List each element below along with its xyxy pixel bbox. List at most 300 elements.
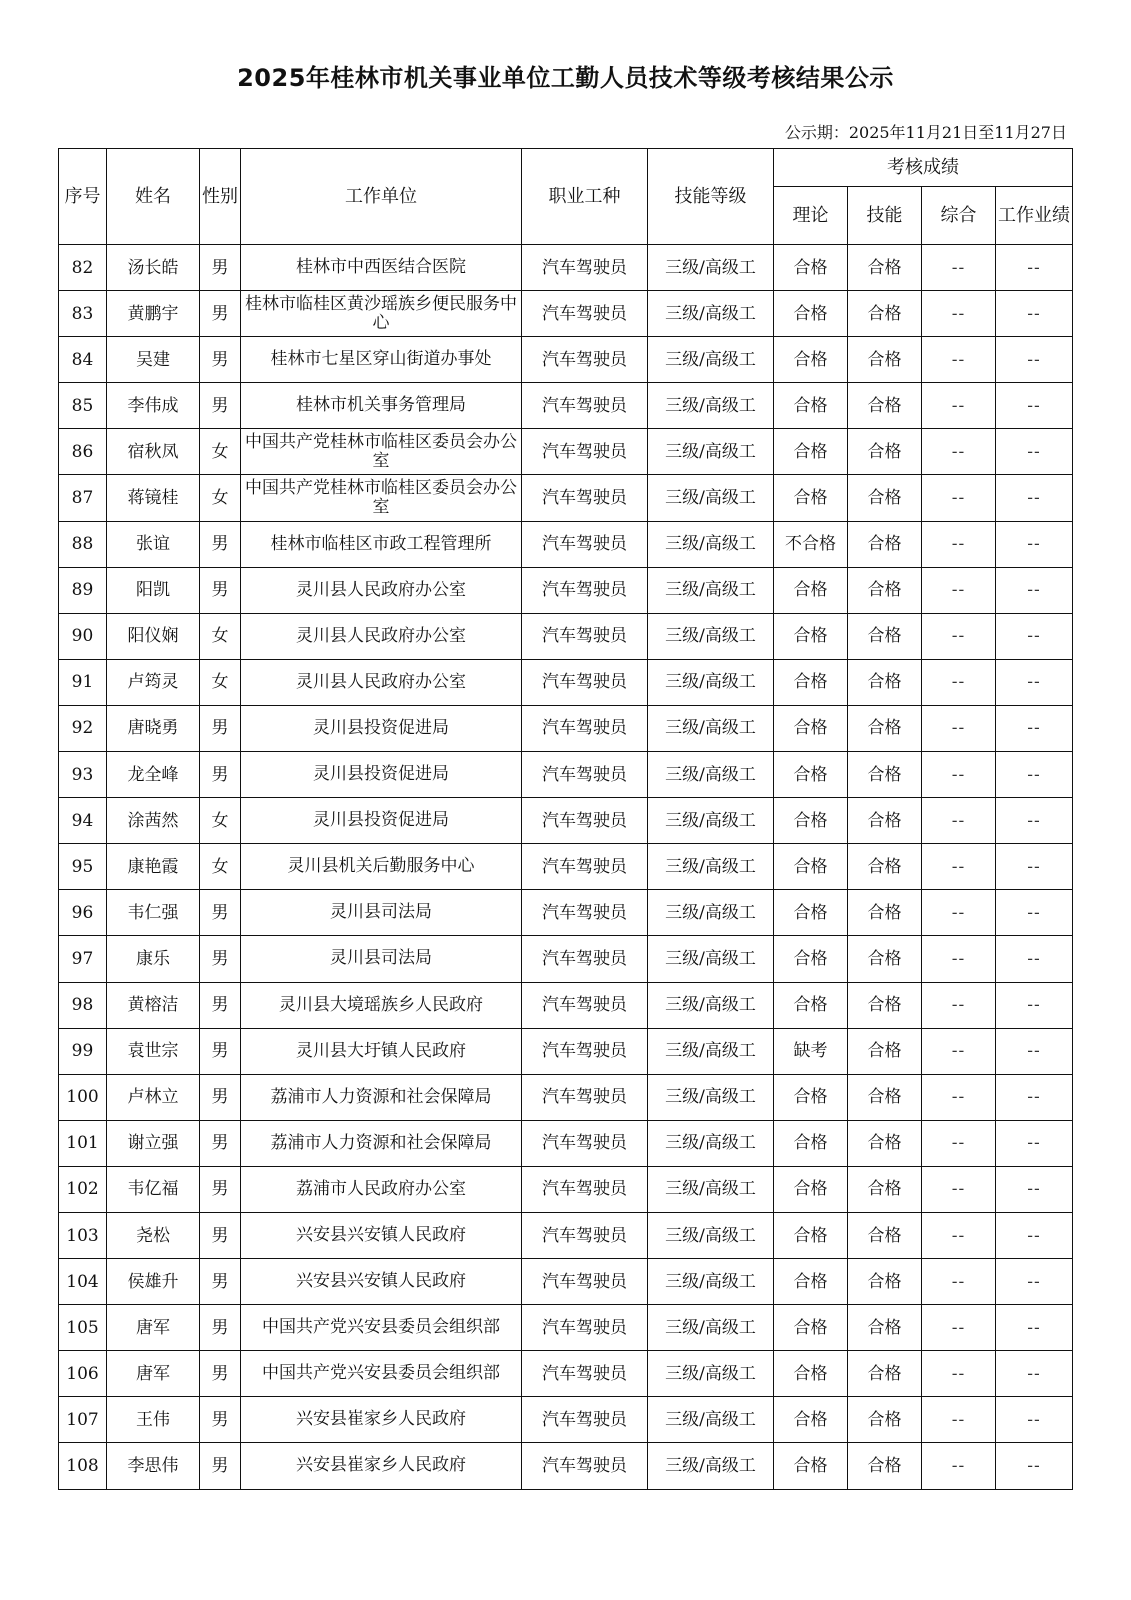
cell-gender: 男 bbox=[200, 752, 241, 798]
cell-name: 阳凯 bbox=[107, 567, 200, 613]
cell-comprehensive: -- bbox=[922, 291, 996, 337]
table-row bbox=[59, 1259, 1073, 1305]
cell-theory: 合格 bbox=[774, 1305, 848, 1351]
table-row bbox=[59, 521, 1073, 567]
cell-gender: 女 bbox=[200, 429, 241, 475]
cell-name: 李伟成 bbox=[107, 383, 200, 429]
cell-gender: 男 bbox=[200, 1074, 241, 1120]
cell-level: 三级/高级工 bbox=[648, 613, 774, 659]
cell-skill: 合格 bbox=[848, 567, 922, 613]
cell-name: 阳仪娴 bbox=[107, 613, 200, 659]
cell-performance: -- bbox=[996, 1305, 1073, 1351]
cell-unit: 灵川县投资促进局 bbox=[241, 705, 522, 751]
cell-performance: -- bbox=[996, 613, 1073, 659]
cell-no: 92 bbox=[59, 705, 107, 751]
cell-name: 唐晓勇 bbox=[107, 705, 200, 751]
cell-theory: 合格 bbox=[774, 1443, 848, 1489]
results-table bbox=[58, 148, 1073, 1490]
cell-level: 三级/高级工 bbox=[648, 337, 774, 383]
table-row bbox=[59, 429, 1073, 475]
cell-job: 汽车驾驶员 bbox=[522, 1028, 648, 1074]
cell-performance: -- bbox=[996, 1166, 1073, 1212]
cell-performance: -- bbox=[996, 1120, 1073, 1166]
cell-no: 91 bbox=[59, 659, 107, 705]
header-job: 职业工种 bbox=[522, 149, 648, 245]
cell-skill: 合格 bbox=[848, 1397, 922, 1443]
cell-no: 85 bbox=[59, 383, 107, 429]
cell-skill: 合格 bbox=[848, 613, 922, 659]
cell-theory: 不合格 bbox=[774, 521, 848, 567]
cell-name: 康艳霞 bbox=[107, 844, 200, 890]
cell-gender: 男 bbox=[200, 521, 241, 567]
cell-performance: -- bbox=[996, 844, 1073, 890]
cell-theory: 合格 bbox=[774, 1397, 848, 1443]
table-row bbox=[59, 659, 1073, 705]
cell-level: 三级/高级工 bbox=[648, 1397, 774, 1443]
cell-theory: 合格 bbox=[774, 567, 848, 613]
table-row bbox=[59, 245, 1073, 291]
cell-comprehensive: -- bbox=[922, 936, 996, 982]
cell-comprehensive: -- bbox=[922, 844, 996, 890]
cell-skill: 合格 bbox=[848, 659, 922, 705]
cell-comprehensive: -- bbox=[922, 245, 996, 291]
cell-job: 汽车驾驶员 bbox=[522, 844, 648, 890]
cell-level: 三级/高级工 bbox=[648, 936, 774, 982]
cell-job: 汽车驾驶员 bbox=[522, 982, 648, 1028]
cell-level: 三级/高级工 bbox=[648, 1212, 774, 1258]
cell-level: 三级/高级工 bbox=[648, 705, 774, 751]
cell-job: 汽车驾驶员 bbox=[522, 383, 648, 429]
cell-no: 98 bbox=[59, 982, 107, 1028]
cell-job: 汽车驾驶员 bbox=[522, 798, 648, 844]
cell-skill: 合格 bbox=[848, 844, 922, 890]
cell-unit: 兴安县兴安镇人民政府 bbox=[241, 1259, 522, 1305]
cell-no: 104 bbox=[59, 1259, 107, 1305]
table-row bbox=[59, 1028, 1073, 1074]
cell-theory: 合格 bbox=[774, 1166, 848, 1212]
cell-performance: -- bbox=[996, 1074, 1073, 1120]
cell-gender: 男 bbox=[200, 982, 241, 1028]
table-row bbox=[59, 844, 1073, 890]
publicity-period: 公示期：2025年11月21日至11月27日 bbox=[784, 123, 1067, 142]
cell-no: 88 bbox=[59, 521, 107, 567]
cell-performance: -- bbox=[996, 1397, 1073, 1443]
cell-comprehensive: -- bbox=[922, 429, 996, 475]
cell-job: 汽车驾驶员 bbox=[522, 1305, 648, 1351]
cell-comprehensive: -- bbox=[922, 752, 996, 798]
cell-level: 三级/高级工 bbox=[648, 752, 774, 798]
cell-skill: 合格 bbox=[848, 1259, 922, 1305]
header-unit: 工作单位 bbox=[241, 149, 522, 245]
cell-no: 99 bbox=[59, 1028, 107, 1074]
cell-gender: 男 bbox=[200, 1028, 241, 1074]
cell-name: 韦仁强 bbox=[107, 890, 200, 936]
cell-gender: 男 bbox=[200, 1120, 241, 1166]
cell-unit: 兴安县崔家乡人民政府 bbox=[241, 1443, 522, 1489]
cell-skill: 合格 bbox=[848, 1120, 922, 1166]
cell-theory: 缺考 bbox=[774, 1028, 848, 1074]
cell-theory: 合格 bbox=[774, 613, 848, 659]
cell-skill: 合格 bbox=[848, 337, 922, 383]
cell-comprehensive: -- bbox=[922, 1166, 996, 1212]
cell-name: 蒋镜桂 bbox=[107, 475, 200, 521]
header-gender: 性别 bbox=[200, 149, 241, 245]
header-name: 姓名 bbox=[107, 149, 200, 245]
header-row-1 bbox=[59, 149, 1073, 187]
cell-job: 汽车驾驶员 bbox=[522, 1120, 648, 1166]
cell-unit: 灵川县司法局 bbox=[241, 936, 522, 982]
cell-performance: -- bbox=[996, 1259, 1073, 1305]
cell-comprehensive: -- bbox=[922, 1074, 996, 1120]
cell-level: 三级/高级工 bbox=[648, 1259, 774, 1305]
cell-name: 侯雄升 bbox=[107, 1259, 200, 1305]
cell-skill: 合格 bbox=[848, 890, 922, 936]
cell-comprehensive: -- bbox=[922, 337, 996, 383]
cell-no: 96 bbox=[59, 890, 107, 936]
cell-unit: 灵川县大圩镇人民政府 bbox=[241, 1028, 522, 1074]
cell-skill: 合格 bbox=[848, 521, 922, 567]
cell-name: 黄鹏宇 bbox=[107, 291, 200, 337]
cell-level: 三级/高级工 bbox=[648, 1028, 774, 1074]
cell-unit: 兴安县兴安镇人民政府 bbox=[241, 1212, 522, 1258]
cell-comprehensive: -- bbox=[922, 613, 996, 659]
cell-gender: 男 bbox=[200, 567, 241, 613]
cell-gender: 男 bbox=[200, 1305, 241, 1351]
table-row bbox=[59, 337, 1073, 383]
cell-theory: 合格 bbox=[774, 798, 848, 844]
cell-name: 谢立强 bbox=[107, 1120, 200, 1166]
cell-performance: -- bbox=[996, 1443, 1073, 1489]
table-row bbox=[59, 1120, 1073, 1166]
cell-theory: 合格 bbox=[774, 982, 848, 1028]
header-performance: 工作业绩 bbox=[996, 187, 1073, 245]
cell-theory: 合格 bbox=[774, 475, 848, 521]
cell-comprehensive: -- bbox=[922, 1259, 996, 1305]
cell-unit: 灵川县人民政府办公室 bbox=[241, 613, 522, 659]
cell-level: 三级/高级工 bbox=[648, 1305, 774, 1351]
cell-theory: 合格 bbox=[774, 1212, 848, 1258]
cell-name: 唐军 bbox=[107, 1305, 200, 1351]
cell-theory: 合格 bbox=[774, 1074, 848, 1120]
cell-level: 三级/高级工 bbox=[648, 798, 774, 844]
cell-comprehensive: -- bbox=[922, 1120, 996, 1166]
table-row bbox=[59, 1351, 1073, 1397]
table-row bbox=[59, 567, 1073, 613]
cell-level: 三级/高级工 bbox=[648, 890, 774, 936]
cell-skill: 合格 bbox=[848, 1028, 922, 1074]
cell-skill: 合格 bbox=[848, 245, 922, 291]
cell-skill: 合格 bbox=[848, 291, 922, 337]
cell-skill: 合格 bbox=[848, 1166, 922, 1212]
cell-name: 卢林立 bbox=[107, 1074, 200, 1120]
cell-no: 93 bbox=[59, 752, 107, 798]
cell-unit: 中国共产党桂林市临桂区委员会办公室 bbox=[241, 429, 522, 475]
cell-job: 汽车驾驶员 bbox=[522, 1166, 648, 1212]
cell-theory: 合格 bbox=[774, 890, 848, 936]
cell-comprehensive: -- bbox=[922, 521, 996, 567]
cell-no: 103 bbox=[59, 1212, 107, 1258]
cell-performance: -- bbox=[996, 245, 1073, 291]
cell-job: 汽车驾驶员 bbox=[522, 567, 648, 613]
cell-no: 82 bbox=[59, 245, 107, 291]
cell-comprehensive: -- bbox=[922, 890, 996, 936]
cell-name: 涂茜然 bbox=[107, 798, 200, 844]
cell-level: 三级/高级工 bbox=[648, 1074, 774, 1120]
header-results: 考核成绩 bbox=[774, 149, 1073, 187]
cell-comprehensive: -- bbox=[922, 982, 996, 1028]
cell-unit: 灵川县投资促进局 bbox=[241, 752, 522, 798]
cell-skill: 合格 bbox=[848, 982, 922, 1028]
cell-unit: 桂林市临桂区市政工程管理所 bbox=[241, 521, 522, 567]
cell-no: 83 bbox=[59, 291, 107, 337]
cell-comprehensive: -- bbox=[922, 567, 996, 613]
cell-no: 89 bbox=[59, 567, 107, 613]
table-row bbox=[59, 1166, 1073, 1212]
cell-comprehensive: -- bbox=[922, 475, 996, 521]
cell-theory: 合格 bbox=[774, 659, 848, 705]
cell-level: 三级/高级工 bbox=[648, 383, 774, 429]
table-row bbox=[59, 383, 1073, 429]
cell-unit: 桂林市机关事务管理局 bbox=[241, 383, 522, 429]
cell-gender: 女 bbox=[200, 844, 241, 890]
header-level: 技能等级 bbox=[648, 149, 774, 245]
cell-comprehensive: -- bbox=[922, 1212, 996, 1258]
cell-performance: -- bbox=[996, 705, 1073, 751]
header-no: 序号 bbox=[59, 149, 107, 245]
cell-level: 三级/高级工 bbox=[648, 567, 774, 613]
cell-level: 三级/高级工 bbox=[648, 1351, 774, 1397]
cell-performance: -- bbox=[996, 1028, 1073, 1074]
cell-unit: 桂林市七星区穿山街道办事处 bbox=[241, 337, 522, 383]
cell-job: 汽车驾驶员 bbox=[522, 291, 648, 337]
cell-no: 102 bbox=[59, 1166, 107, 1212]
cell-skill: 合格 bbox=[848, 429, 922, 475]
cell-name: 宿秋凤 bbox=[107, 429, 200, 475]
cell-gender: 男 bbox=[200, 383, 241, 429]
cell-name: 张谊 bbox=[107, 521, 200, 567]
cell-theory: 合格 bbox=[774, 936, 848, 982]
cell-performance: -- bbox=[996, 982, 1073, 1028]
cell-performance: -- bbox=[996, 1351, 1073, 1397]
cell-name: 尧松 bbox=[107, 1212, 200, 1258]
cell-no: 86 bbox=[59, 429, 107, 475]
cell-gender: 男 bbox=[200, 291, 241, 337]
table-row bbox=[59, 1305, 1073, 1351]
cell-name: 唐军 bbox=[107, 1351, 200, 1397]
cell-gender: 男 bbox=[200, 1397, 241, 1443]
cell-unit: 桂林市中西医结合医院 bbox=[241, 245, 522, 291]
cell-performance: -- bbox=[996, 936, 1073, 982]
cell-gender: 男 bbox=[200, 1166, 241, 1212]
cell-name: 李思伟 bbox=[107, 1443, 200, 1489]
cell-skill: 合格 bbox=[848, 705, 922, 751]
cell-unit: 灵川县大境瑶族乡人民政府 bbox=[241, 982, 522, 1028]
cell-comprehensive: -- bbox=[922, 798, 996, 844]
cell-level: 三级/高级工 bbox=[648, 844, 774, 890]
cell-gender: 男 bbox=[200, 1351, 241, 1397]
cell-job: 汽车驾驶员 bbox=[522, 1074, 648, 1120]
cell-level: 三级/高级工 bbox=[648, 982, 774, 1028]
cell-job: 汽车驾驶员 bbox=[522, 705, 648, 751]
cell-level: 三级/高级工 bbox=[648, 659, 774, 705]
cell-no: 101 bbox=[59, 1120, 107, 1166]
cell-comprehensive: -- bbox=[922, 705, 996, 751]
cell-no: 90 bbox=[59, 613, 107, 659]
cell-level: 三级/高级工 bbox=[648, 291, 774, 337]
cell-unit: 灵川县人民政府办公室 bbox=[241, 659, 522, 705]
cell-level: 三级/高级工 bbox=[648, 1166, 774, 1212]
cell-theory: 合格 bbox=[774, 1259, 848, 1305]
cell-performance: -- bbox=[996, 291, 1073, 337]
cell-skill: 合格 bbox=[848, 752, 922, 798]
cell-skill: 合格 bbox=[848, 1305, 922, 1351]
cell-name: 龙全峰 bbox=[107, 752, 200, 798]
cell-theory: 合格 bbox=[774, 337, 848, 383]
cell-job: 汽车驾驶员 bbox=[522, 1259, 648, 1305]
table-row bbox=[59, 1074, 1073, 1120]
cell-no: 97 bbox=[59, 936, 107, 982]
cell-name: 卢筠灵 bbox=[107, 659, 200, 705]
cell-comprehensive: -- bbox=[922, 1305, 996, 1351]
cell-no: 95 bbox=[59, 844, 107, 890]
cell-comprehensive: -- bbox=[922, 1028, 996, 1074]
cell-name: 黄榕洁 bbox=[107, 982, 200, 1028]
cell-gender: 女 bbox=[200, 475, 241, 521]
cell-job: 汽车驾驶员 bbox=[522, 245, 648, 291]
cell-performance: -- bbox=[996, 798, 1073, 844]
cell-theory: 合格 bbox=[774, 429, 848, 475]
cell-unit: 中国共产党兴安县委员会组织部 bbox=[241, 1305, 522, 1351]
cell-job: 汽车驾驶员 bbox=[522, 752, 648, 798]
cell-performance: -- bbox=[996, 567, 1073, 613]
cell-no: 84 bbox=[59, 337, 107, 383]
table-row bbox=[59, 475, 1073, 521]
cell-performance: -- bbox=[996, 890, 1073, 936]
header-comprehensive: 综合 bbox=[922, 187, 996, 245]
cell-gender: 男 bbox=[200, 1212, 241, 1258]
cell-comprehensive: -- bbox=[922, 1443, 996, 1489]
cell-performance: -- bbox=[996, 521, 1073, 567]
table-row bbox=[59, 982, 1073, 1028]
cell-unit: 中国共产党桂林市临桂区委员会办公室 bbox=[241, 475, 522, 521]
cell-no: 105 bbox=[59, 1305, 107, 1351]
table-row bbox=[59, 705, 1073, 751]
cell-skill: 合格 bbox=[848, 383, 922, 429]
cell-no: 94 bbox=[59, 798, 107, 844]
cell-level: 三级/高级工 bbox=[648, 245, 774, 291]
cell-job: 汽车驾驶员 bbox=[522, 1351, 648, 1397]
cell-name: 王伟 bbox=[107, 1397, 200, 1443]
cell-comprehensive: -- bbox=[922, 1351, 996, 1397]
cell-skill: 合格 bbox=[848, 1443, 922, 1489]
cell-performance: -- bbox=[996, 337, 1073, 383]
cell-gender: 男 bbox=[200, 245, 241, 291]
table-row bbox=[59, 1397, 1073, 1443]
table-row bbox=[59, 890, 1073, 936]
cell-name: 康乐 bbox=[107, 936, 200, 982]
cell-skill: 合格 bbox=[848, 1074, 922, 1120]
cell-level: 三级/高级工 bbox=[648, 429, 774, 475]
cell-job: 汽车驾驶员 bbox=[522, 890, 648, 936]
cell-job: 汽车驾驶员 bbox=[522, 936, 648, 982]
cell-name: 吴建 bbox=[107, 337, 200, 383]
cell-theory: 合格 bbox=[774, 705, 848, 751]
cell-skill: 合格 bbox=[848, 936, 922, 982]
cell-theory: 合格 bbox=[774, 1351, 848, 1397]
cell-skill: 合格 bbox=[848, 475, 922, 521]
header-theory: 理论 bbox=[774, 187, 848, 245]
cell-job: 汽车驾驶员 bbox=[522, 475, 648, 521]
cell-name: 袁世宗 bbox=[107, 1028, 200, 1074]
cell-level: 三级/高级工 bbox=[648, 475, 774, 521]
cell-comprehensive: -- bbox=[922, 1397, 996, 1443]
cell-theory: 合格 bbox=[774, 383, 848, 429]
cell-theory: 合格 bbox=[774, 245, 848, 291]
cell-performance: -- bbox=[996, 659, 1073, 705]
cell-performance: -- bbox=[996, 475, 1073, 521]
cell-skill: 合格 bbox=[848, 1351, 922, 1397]
cell-no: 87 bbox=[59, 475, 107, 521]
cell-gender: 女 bbox=[200, 613, 241, 659]
document-title: 2025年桂林市机关事业单位工勤人员技术等级考核结果公示 bbox=[237, 64, 894, 92]
cell-job: 汽车驾驶员 bbox=[522, 1397, 648, 1443]
cell-name: 韦亿福 bbox=[107, 1166, 200, 1212]
cell-no: 100 bbox=[59, 1074, 107, 1120]
header-skill: 技能 bbox=[848, 187, 922, 245]
cell-theory: 合格 bbox=[774, 752, 848, 798]
cell-gender: 男 bbox=[200, 1443, 241, 1489]
cell-unit: 灵川县机关后勤服务中心 bbox=[241, 844, 522, 890]
cell-name: 汤长皓 bbox=[107, 245, 200, 291]
cell-gender: 女 bbox=[200, 798, 241, 844]
cell-skill: 合格 bbox=[848, 798, 922, 844]
cell-no: 107 bbox=[59, 1397, 107, 1443]
cell-level: 三级/高级工 bbox=[648, 1120, 774, 1166]
table-row bbox=[59, 936, 1073, 982]
cell-job: 汽车驾驶员 bbox=[522, 659, 648, 705]
cell-job: 汽车驾驶员 bbox=[522, 1212, 648, 1258]
cell-unit: 中国共产党兴安县委员会组织部 bbox=[241, 1351, 522, 1397]
cell-performance: -- bbox=[996, 752, 1073, 798]
cell-comprehensive: -- bbox=[922, 659, 996, 705]
cell-theory: 合格 bbox=[774, 844, 848, 890]
table-row bbox=[59, 798, 1073, 844]
cell-gender: 女 bbox=[200, 659, 241, 705]
cell-level: 三级/高级工 bbox=[648, 1443, 774, 1489]
cell-unit: 兴安县崔家乡人民政府 bbox=[241, 1397, 522, 1443]
table-row bbox=[59, 291, 1073, 337]
cell-job: 汽车驾驶员 bbox=[522, 337, 648, 383]
cell-unit: 灵川县人民政府办公室 bbox=[241, 567, 522, 613]
cell-gender: 男 bbox=[200, 1259, 241, 1305]
cell-unit: 灵川县司法局 bbox=[241, 890, 522, 936]
cell-gender: 男 bbox=[200, 705, 241, 751]
table-row bbox=[59, 1212, 1073, 1258]
cell-unit: 荔浦市人力资源和社会保障局 bbox=[241, 1074, 522, 1120]
cell-gender: 男 bbox=[200, 337, 241, 383]
cell-level: 三级/高级工 bbox=[648, 521, 774, 567]
cell-unit: 灵川县投资促进局 bbox=[241, 798, 522, 844]
cell-performance: -- bbox=[996, 429, 1073, 475]
cell-performance: -- bbox=[996, 383, 1073, 429]
cell-gender: 男 bbox=[200, 890, 241, 936]
table-row bbox=[59, 613, 1073, 659]
cell-job: 汽车驾驶员 bbox=[522, 613, 648, 659]
cell-job: 汽车驾驶员 bbox=[522, 1443, 648, 1489]
cell-theory: 合格 bbox=[774, 291, 848, 337]
cell-job: 汽车驾驶员 bbox=[522, 429, 648, 475]
table-row bbox=[59, 1443, 1073, 1489]
